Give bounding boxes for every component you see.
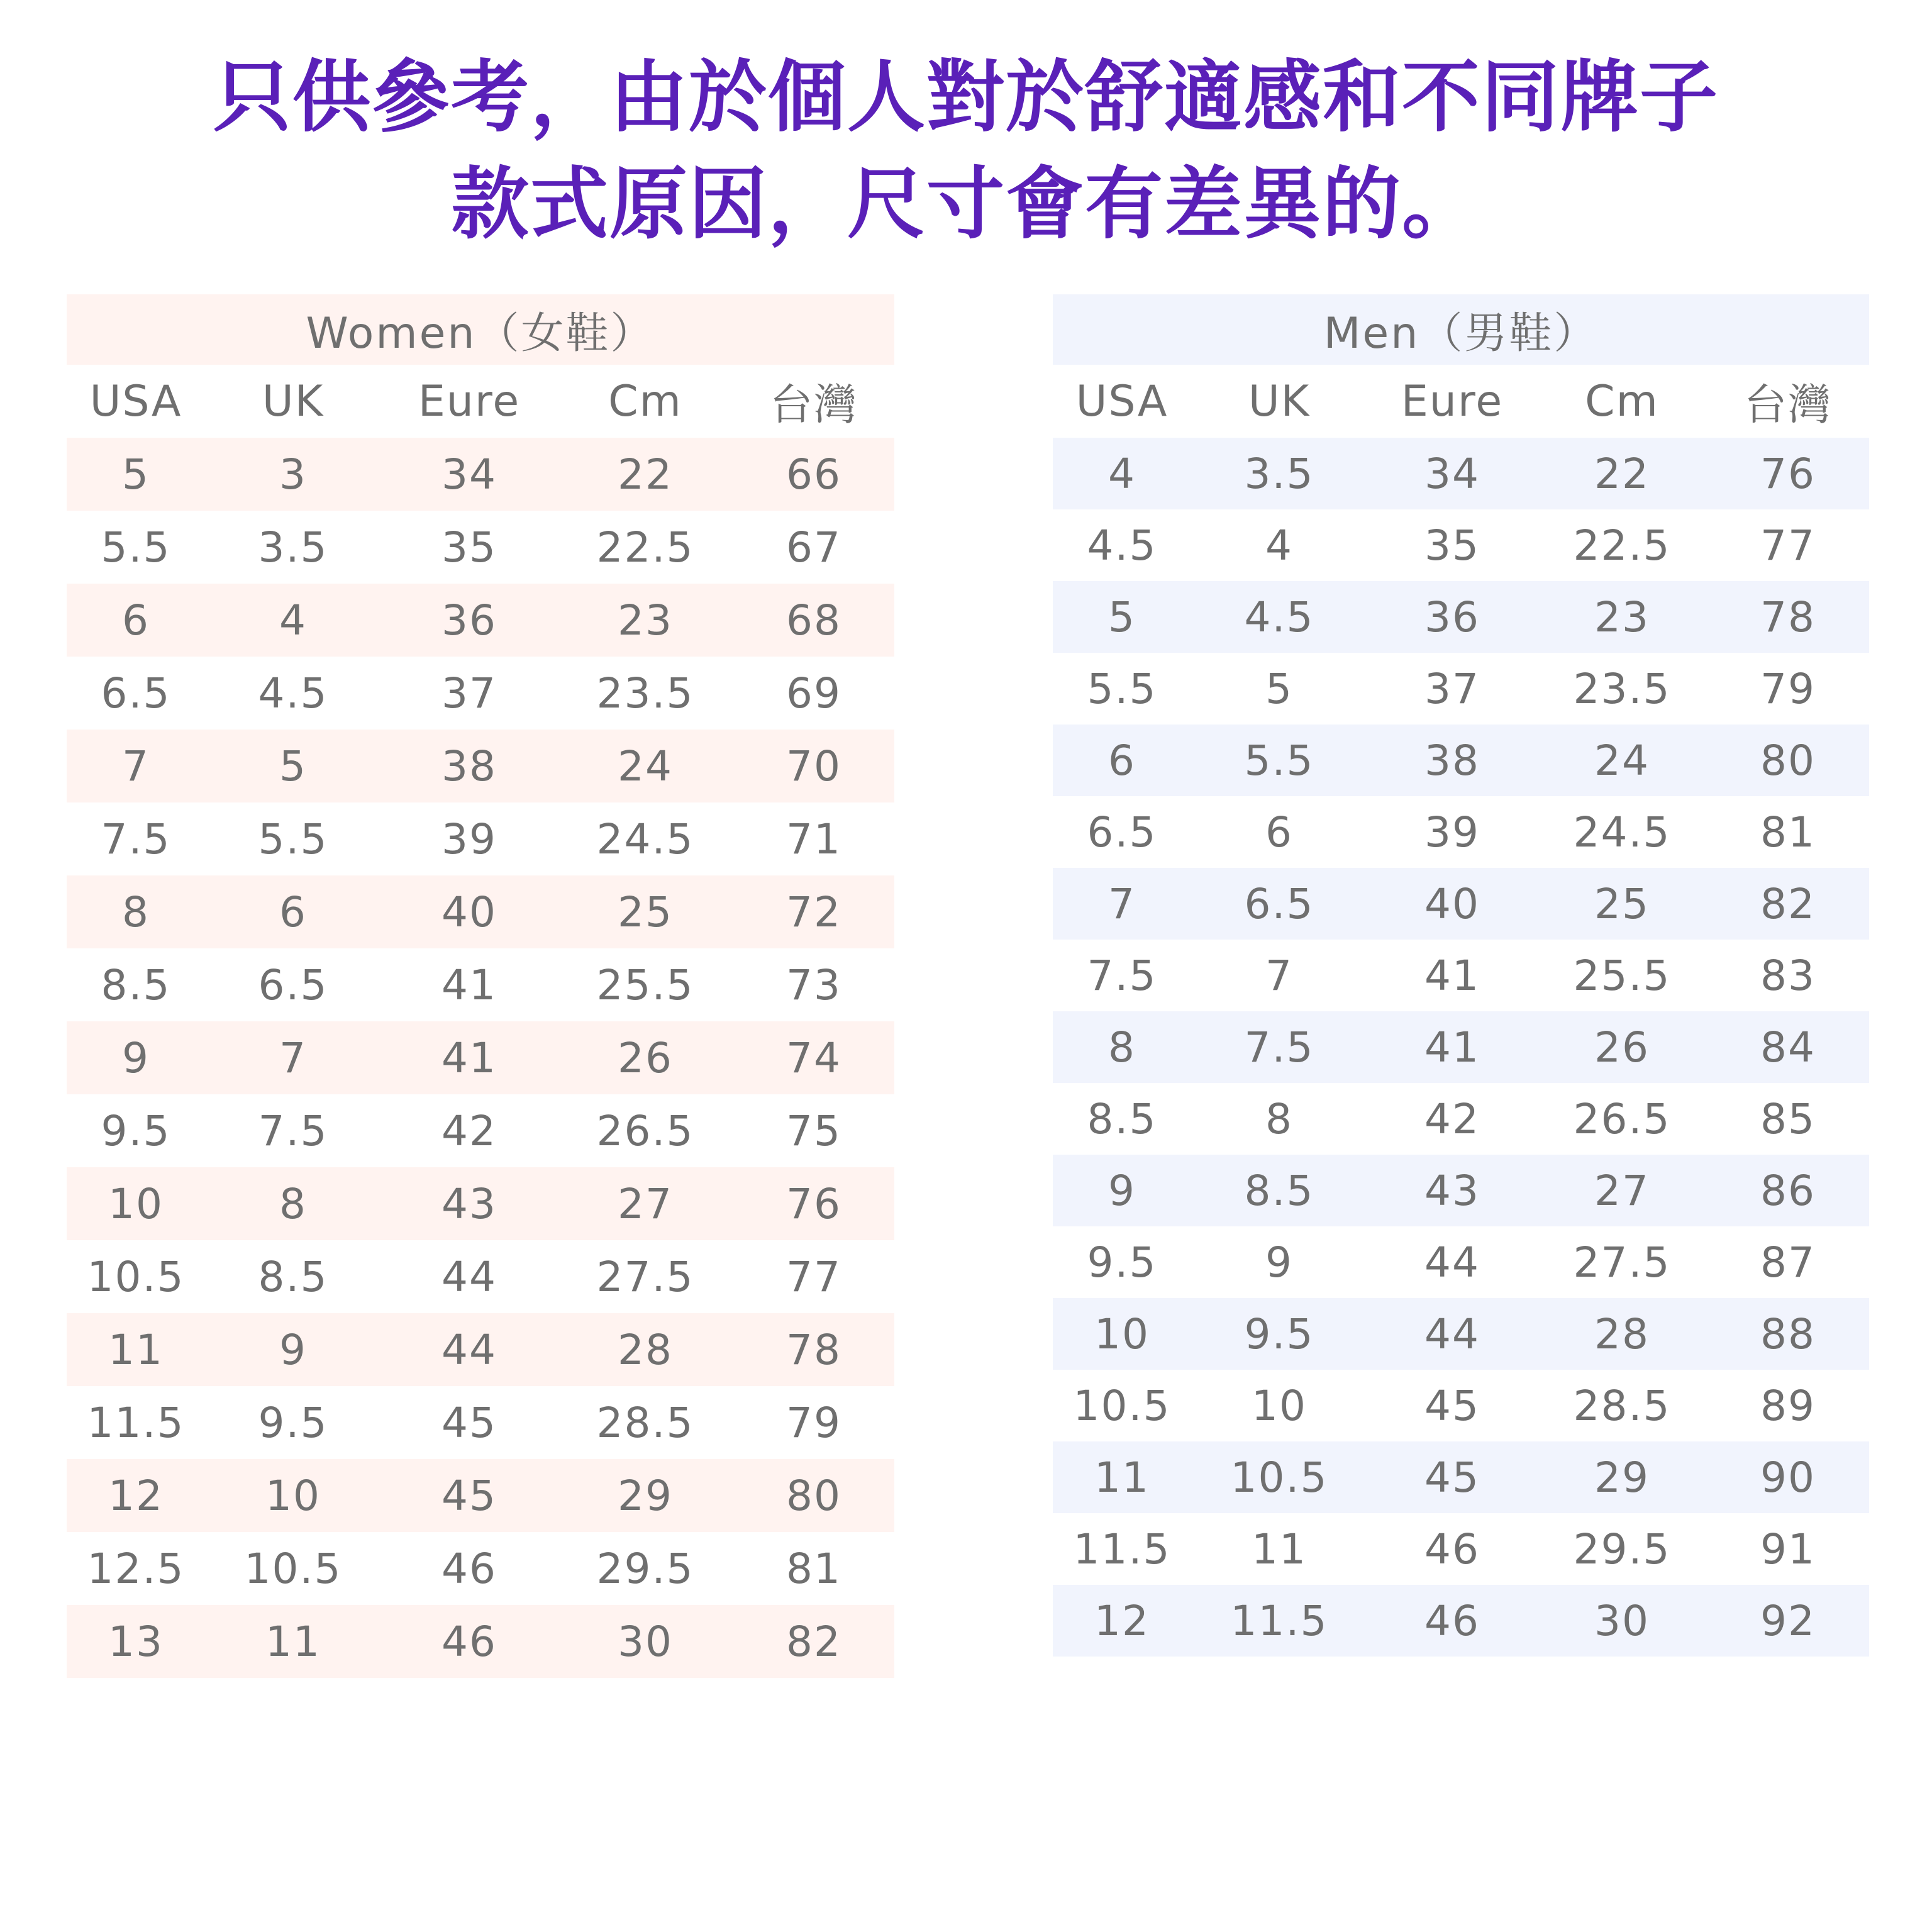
disclaimer-line-1: 只供參考，由於個人對於舒適感和不同牌子 <box>213 52 1719 143</box>
table-cell: 26.5 <box>1573 1094 1671 1143</box>
table-cell: 67 <box>786 523 841 572</box>
column-header-taiwan: 台灣 <box>770 380 858 430</box>
table-cell: 7.5 <box>101 814 171 863</box>
table-cell: 8.5 <box>1191 1155 1367 1226</box>
table-cell: 10.5 <box>1191 1441 1367 1513</box>
table-cell: 82 <box>733 1605 894 1678</box>
women-table-body <box>67 438 894 1678</box>
table-cell: 4.5 <box>1087 521 1157 570</box>
table-cell: 5 <box>1053 581 1191 653</box>
table-cell: 72 <box>733 875 894 948</box>
table-cell: 5.5 <box>1087 664 1157 713</box>
table-cell: 6.5 <box>1191 868 1367 940</box>
table-cell: 24.5 <box>596 814 694 863</box>
table-cell: 6 <box>67 584 205 657</box>
table-cell: 34 <box>381 438 557 511</box>
table-cell: 91 <box>1760 1524 1816 1574</box>
table-cell: 36 <box>1367 581 1537 653</box>
table-cell: 9.5 <box>101 1106 171 1155</box>
column-header-usa: USA <box>89 376 182 426</box>
table-row <box>67 1167 894 1240</box>
table-row <box>1053 509 1869 581</box>
table-cell: 6 <box>1265 808 1293 857</box>
table-cell: 29.5 <box>1573 1524 1671 1574</box>
table-cell: 27 <box>557 1167 733 1240</box>
table-row <box>1053 653 1869 724</box>
table-cell: 11 <box>67 1313 205 1386</box>
table-cell: 7 <box>67 730 205 802</box>
table-cell: 78 <box>1707 581 1869 653</box>
column-header-cm: Cm <box>1585 376 1659 426</box>
column-header-cm: Cm <box>608 376 682 426</box>
table-cell: 45 <box>381 1459 557 1532</box>
table-cell: 10.5 <box>244 1544 342 1593</box>
table-cell: 28 <box>557 1313 733 1386</box>
table-cell: 5.5 <box>101 523 171 572</box>
table-cell: 5.5 <box>1191 724 1367 796</box>
table-cell: 7.5 <box>258 1106 328 1155</box>
table-row <box>67 1240 894 1313</box>
table-cell: 40 <box>381 875 557 948</box>
table-cell: 6.5 <box>101 669 171 718</box>
table-cell: 71 <box>786 814 841 863</box>
table-cell: 69 <box>786 669 841 718</box>
table-row <box>67 1021 894 1094</box>
table-cell: 88 <box>1707 1298 1869 1370</box>
table-row <box>1053 438 1869 509</box>
table-row <box>67 730 894 802</box>
table-row <box>67 438 894 511</box>
table-cell: 10.5 <box>87 1252 185 1301</box>
table-cell: 9 <box>1265 1238 1293 1287</box>
table-row <box>1053 1083 1869 1155</box>
table-cell: 22.5 <box>1573 521 1671 570</box>
table-cell: 79 <box>1760 664 1816 713</box>
table-cell: 41 <box>381 1021 557 1094</box>
table-cell: 9.5 <box>1191 1298 1367 1370</box>
table-cell: 38 <box>381 730 557 802</box>
table-row <box>1053 868 1869 940</box>
table-cell: 76 <box>1707 438 1869 509</box>
table-cell: 30 <box>1537 1585 1707 1657</box>
table-cell: 12 <box>67 1459 205 1532</box>
table-cell: 22 <box>1537 438 1707 509</box>
table-cell: 27 <box>1537 1155 1707 1226</box>
table-cell: 8 <box>1265 1094 1293 1143</box>
table-cell: 44 <box>1424 1238 1480 1287</box>
table-cell: 28.5 <box>596 1398 694 1447</box>
table-row <box>67 875 894 948</box>
table-row <box>1053 1370 1869 1441</box>
table-cell: 5.5 <box>258 814 328 863</box>
table-cell: 86 <box>1707 1155 1869 1226</box>
table-cell: 24 <box>1537 724 1707 796</box>
column-header-usa: USA <box>1075 376 1169 426</box>
table-cell: 9.5 <box>258 1398 328 1447</box>
table-cell: 66 <box>733 438 894 511</box>
table-cell: 8.5 <box>258 1252 328 1301</box>
table-cell: 68 <box>733 584 894 657</box>
table-row <box>1053 1011 1869 1083</box>
table-cell: 11 <box>205 1605 381 1678</box>
men-size-table <box>1053 294 1869 1657</box>
table-cell: 23 <box>557 584 733 657</box>
table-cell: 7 <box>205 1021 381 1094</box>
table-cell: 13 <box>67 1605 205 1678</box>
table-row <box>67 1532 894 1605</box>
table-row <box>1053 724 1869 796</box>
table-cell: 35 <box>441 523 497 572</box>
table-row <box>67 1459 894 1532</box>
table-cell: 3.5 <box>258 523 328 572</box>
table-cell: 9 <box>1053 1155 1191 1226</box>
table-cell: 24.5 <box>1573 808 1671 857</box>
table-cell: 4.5 <box>258 669 328 718</box>
table-cell: 92 <box>1707 1585 1869 1657</box>
table-cell: 75 <box>786 1106 841 1155</box>
table-cell: 11 <box>1252 1524 1307 1574</box>
table-cell: 11.5 <box>1191 1585 1367 1657</box>
table-cell: 12 <box>1053 1585 1191 1657</box>
table-cell: 37 <box>441 669 497 718</box>
table-cell: 87 <box>1760 1238 1816 1287</box>
table-cell: 3.5 <box>1191 438 1367 509</box>
table-row <box>67 657 894 730</box>
table-cell: 83 <box>1760 951 1816 1000</box>
table-cell: 10 <box>205 1459 381 1532</box>
column-header-eure: Eure <box>418 376 521 426</box>
table-cell: 11 <box>1053 1441 1191 1513</box>
table-cell: 6.5 <box>1087 808 1157 857</box>
table-row <box>67 1313 894 1386</box>
table-cell: 6.5 <box>258 960 328 1009</box>
table-cell: 4 <box>1053 438 1191 509</box>
table-cell: 25 <box>1537 868 1707 940</box>
table-cell: 11.5 <box>1073 1524 1171 1574</box>
table-cell: 27.5 <box>1573 1238 1671 1287</box>
table-cell: 74 <box>733 1021 894 1094</box>
table-cell: 39 <box>1424 808 1480 857</box>
table-cell: 30 <box>557 1605 733 1678</box>
table-cell: 11.5 <box>87 1398 185 1447</box>
table-row <box>1053 796 1869 868</box>
table-row <box>1053 1226 1869 1298</box>
women-size-table <box>67 294 894 1678</box>
table-cell: 42 <box>441 1106 497 1155</box>
table-cell: 9 <box>205 1313 381 1386</box>
table-cell: 4 <box>205 584 381 657</box>
table-cell: 22.5 <box>596 523 694 572</box>
table-cell: 39 <box>441 814 497 863</box>
table-cell: 7.5 <box>1087 951 1157 1000</box>
table-cell: 5 <box>205 730 381 802</box>
table-cell: 5 <box>67 438 205 511</box>
table-cell: 12.5 <box>87 1544 185 1593</box>
table-cell: 10.5 <box>1073 1381 1171 1430</box>
table-row <box>1053 1585 1869 1657</box>
table-cell: 45 <box>441 1398 497 1447</box>
table-cell: 29 <box>1537 1441 1707 1513</box>
disclaimer-line-2: 款式原因，尺寸會有差異的。 <box>450 159 1481 250</box>
table-row <box>67 1605 894 1678</box>
table-cell: 77 <box>786 1252 841 1301</box>
table-cell: 24 <box>557 730 733 802</box>
table-row <box>1053 581 1869 653</box>
table-cell: 27.5 <box>596 1252 694 1301</box>
table-cell: 37 <box>1424 664 1480 713</box>
table-cell: 44 <box>441 1252 497 1301</box>
table-cell: 79 <box>786 1398 841 1447</box>
table-cell: 40 <box>1367 868 1537 940</box>
table-cell: 26 <box>557 1021 733 1094</box>
table-cell: 82 <box>1707 868 1869 940</box>
table-cell: 10 <box>1053 1298 1191 1370</box>
table-cell: 26 <box>1537 1011 1707 1083</box>
table-cell: 7 <box>1265 951 1293 1000</box>
table-cell: 4.5 <box>1191 581 1367 653</box>
table-cell: 10 <box>1252 1381 1307 1430</box>
table-cell: 23.5 <box>1573 664 1671 713</box>
men-table-body <box>1053 438 1869 1657</box>
table-row <box>1053 1155 1869 1226</box>
table-row <box>1053 940 1869 1011</box>
table-row <box>67 1386 894 1459</box>
table-cell: 4 <box>1265 521 1293 570</box>
table-cell: 70 <box>733 730 894 802</box>
table-cell: 34 <box>1367 438 1537 509</box>
table-cell: 25.5 <box>596 960 694 1009</box>
table-cell: 8 <box>205 1167 381 1240</box>
table-cell: 9.5 <box>1087 1238 1157 1287</box>
table-cell: 89 <box>1760 1381 1816 1430</box>
table-cell: 45 <box>1424 1381 1480 1430</box>
table-row <box>67 511 894 584</box>
table-cell: 80 <box>1707 724 1869 796</box>
table-cell: 41 <box>1424 951 1480 1000</box>
table-cell: 8 <box>1053 1011 1191 1083</box>
table-cell: 46 <box>1424 1524 1480 1574</box>
table-cell: 8.5 <box>1087 1094 1157 1143</box>
table-cell: 76 <box>733 1167 894 1240</box>
table-cell: 6 <box>205 875 381 948</box>
table-cell: 46 <box>441 1544 497 1593</box>
table-cell: 23.5 <box>596 669 694 718</box>
table-cell: 8 <box>67 875 205 948</box>
table-cell: 45 <box>1367 1441 1537 1513</box>
table-cell: 81 <box>1760 808 1816 857</box>
table-row <box>1053 1441 1869 1513</box>
table-row <box>67 1094 894 1167</box>
women-table-title: Women（女鞋） <box>67 294 894 365</box>
column-header-uk: UK <box>262 376 325 426</box>
table-cell: 6 <box>1053 724 1191 796</box>
size-disclaimer <box>0 44 1932 258</box>
table-cell: 46 <box>1367 1585 1537 1657</box>
table-cell: 41 <box>441 960 497 1009</box>
table-cell: 7.5 <box>1191 1011 1367 1083</box>
table-cell: 42 <box>1424 1094 1480 1143</box>
table-cell: 28.5 <box>1573 1381 1671 1430</box>
table-cell: 36 <box>381 584 557 657</box>
table-cell: 10 <box>67 1167 205 1240</box>
table-cell: 38 <box>1367 724 1537 796</box>
table-cell: 25.5 <box>1573 951 1671 1000</box>
table-cell: 80 <box>733 1459 894 1532</box>
table-cell: 41 <box>1367 1011 1537 1083</box>
table-row <box>67 948 894 1021</box>
column-header-uk: UK <box>1248 376 1311 426</box>
table-cell: 22 <box>557 438 733 511</box>
column-header-taiwan: 台灣 <box>1744 380 1833 430</box>
table-cell: 26.5 <box>596 1106 694 1155</box>
table-row <box>67 802 894 875</box>
table-row <box>67 584 894 657</box>
table-cell: 44 <box>1367 1298 1537 1370</box>
men-table-title: Men（男鞋） <box>1053 294 1869 365</box>
table-cell: 73 <box>786 960 841 1009</box>
table-row <box>1053 1298 1869 1370</box>
table-cell: 46 <box>381 1605 557 1678</box>
table-cell: 25 <box>557 875 733 948</box>
table-cell: 35 <box>1424 521 1480 570</box>
table-cell: 7 <box>1053 868 1191 940</box>
table-cell: 29.5 <box>596 1544 694 1593</box>
table-cell: 5 <box>1265 664 1293 713</box>
table-cell: 44 <box>381 1313 557 1386</box>
table-cell: 90 <box>1707 1441 1869 1513</box>
table-cell: 3 <box>205 438 381 511</box>
table-cell: 43 <box>1367 1155 1537 1226</box>
table-cell: 43 <box>381 1167 557 1240</box>
table-cell: 9 <box>67 1021 205 1094</box>
table-cell: 77 <box>1760 521 1816 570</box>
table-cell: 28 <box>1537 1298 1707 1370</box>
table-cell: 85 <box>1760 1094 1816 1143</box>
table-cell: 84 <box>1707 1011 1869 1083</box>
table-cell: 81 <box>786 1544 841 1593</box>
table-row <box>1053 1513 1869 1585</box>
column-header-eure: Eure <box>1401 376 1504 426</box>
table-cell: 29 <box>557 1459 733 1532</box>
table-cell: 23 <box>1537 581 1707 653</box>
table-cell: 8.5 <box>101 960 171 1009</box>
table-cell: 78 <box>733 1313 894 1386</box>
